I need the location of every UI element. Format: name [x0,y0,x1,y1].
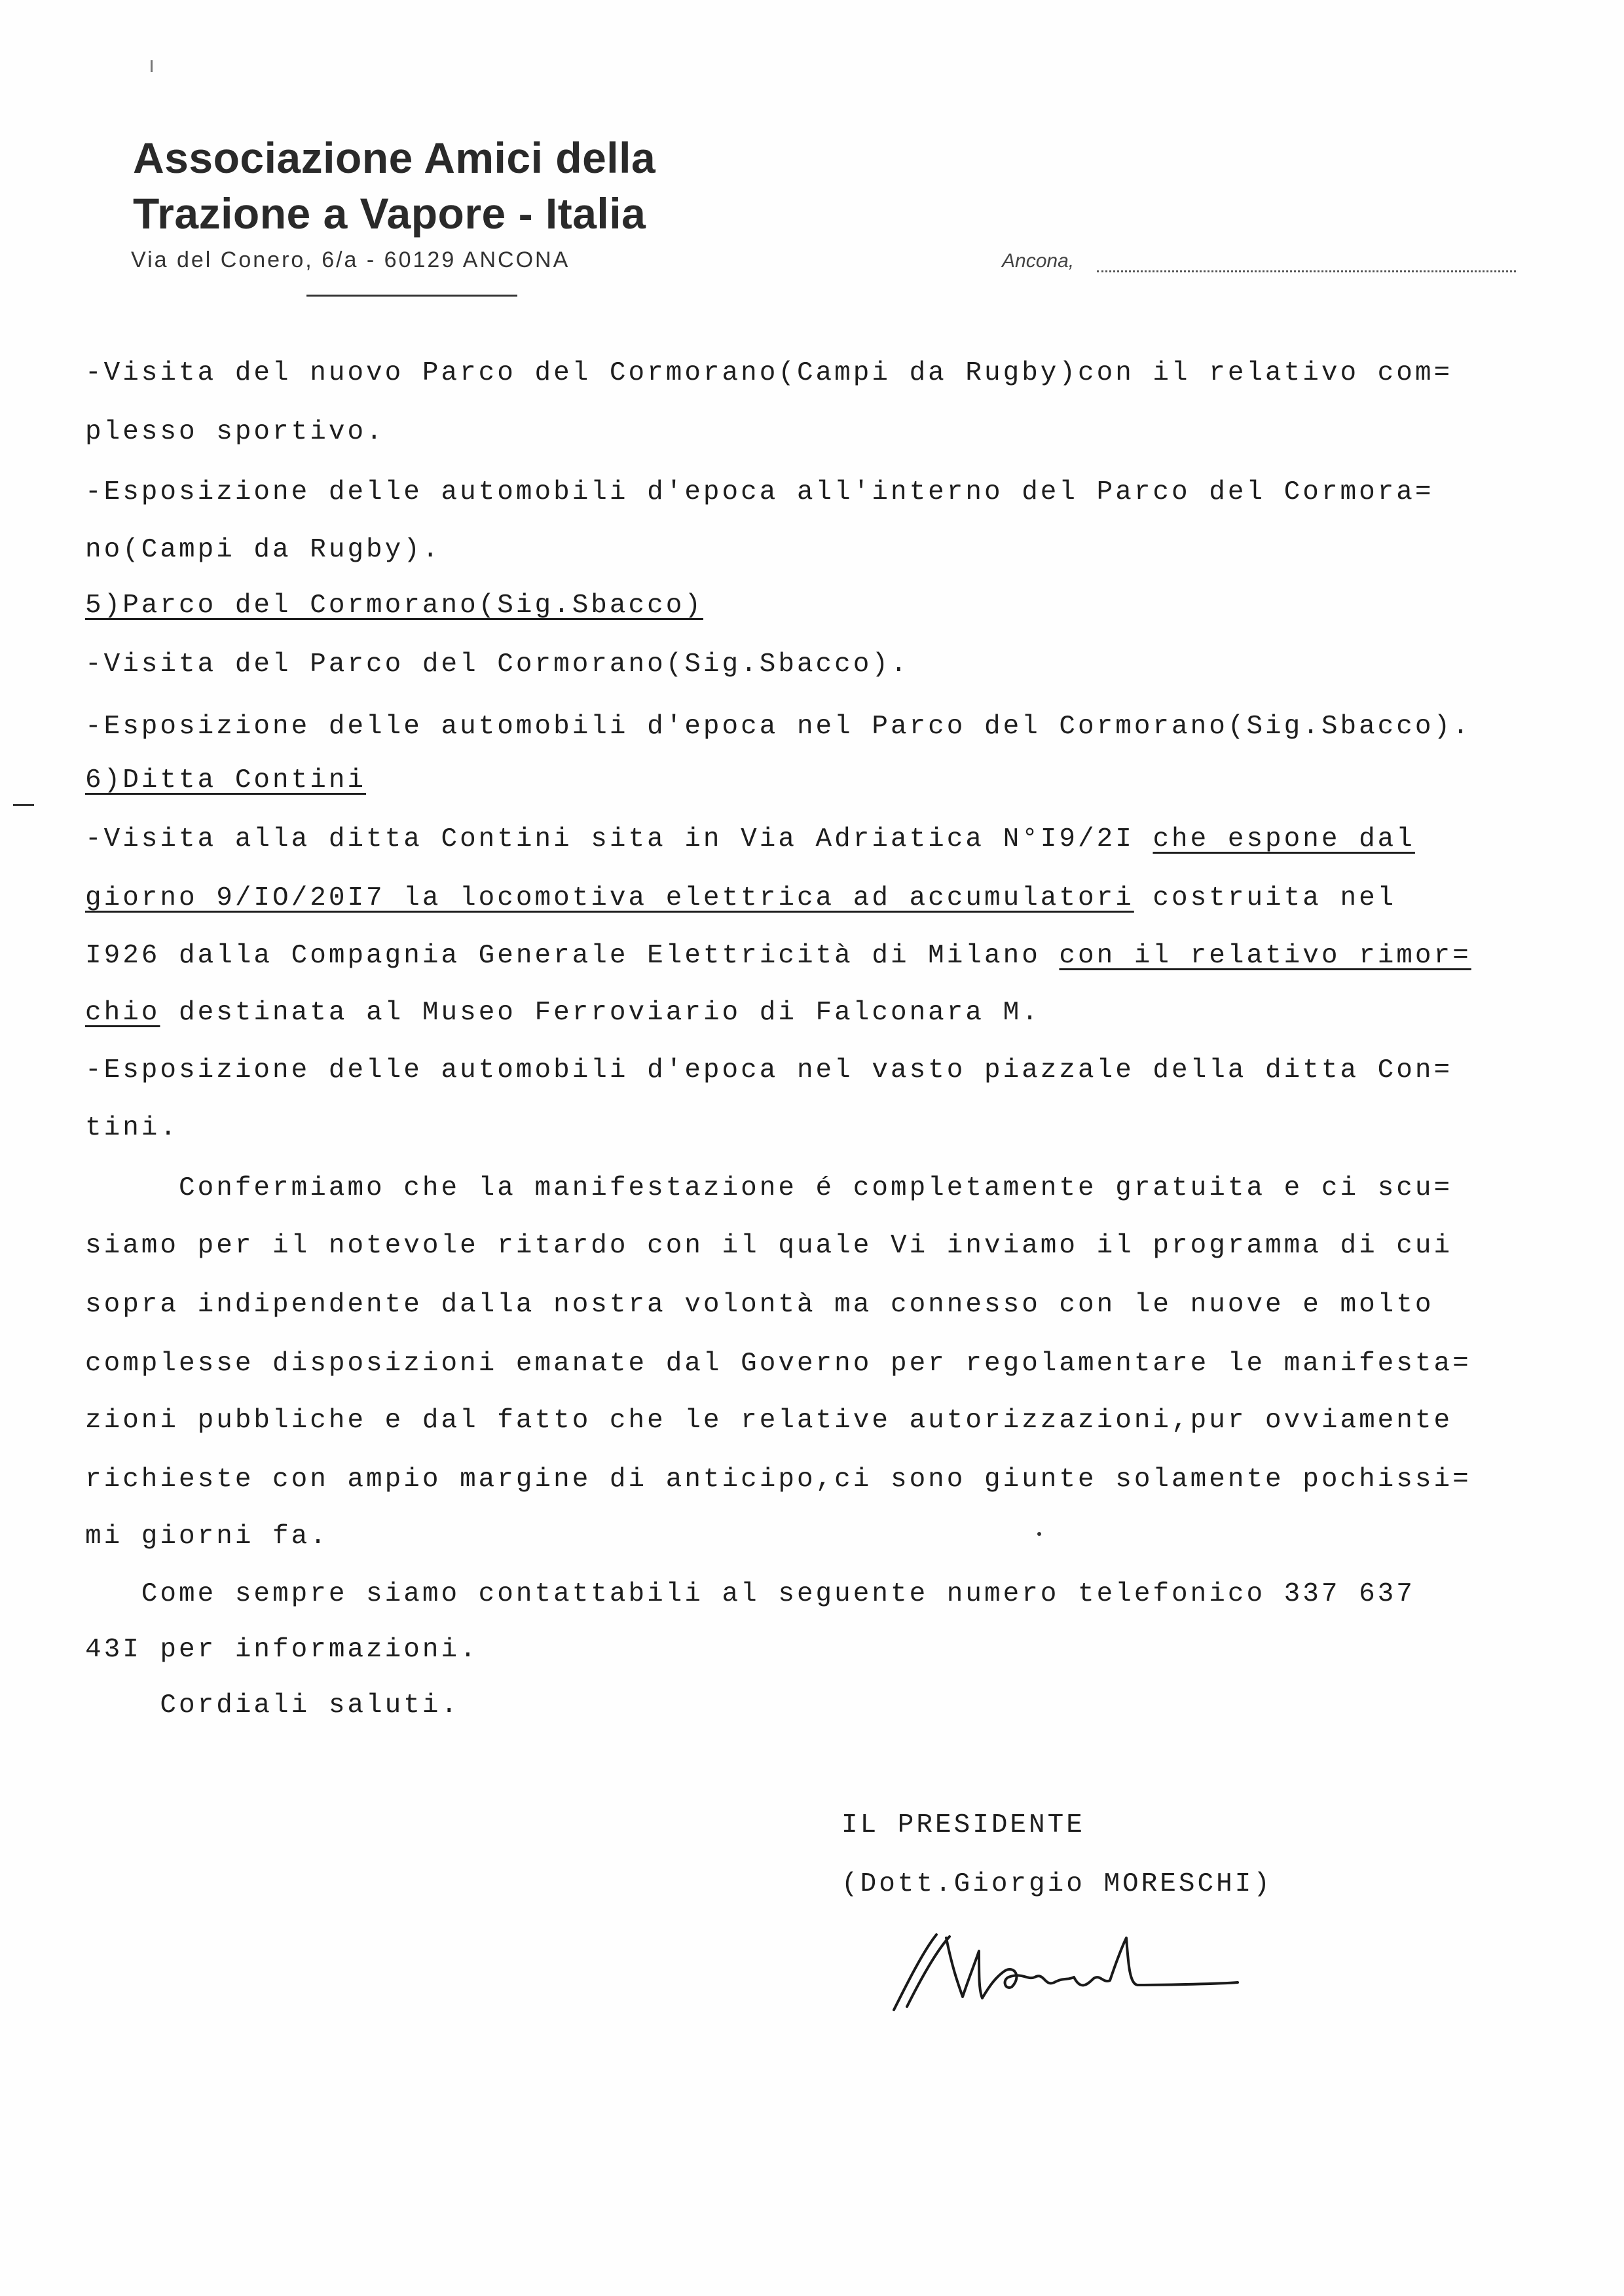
paragraph-line: Confermiamo che la manifestazione é completamente gratuita e ci scu= [85,1173,1453,1203]
paragraph-line: sopra indipendente dalla nostra volontà ma connesso con le nuove e molto [85,1290,1434,1320]
signatory-role: IL PRESIDENTE [841,1810,1085,1840]
body-line: plesso sportivo. [85,417,385,447]
section-heading-6: 6)Ditta Contini [85,765,367,795]
ink-dot [1037,1532,1041,1536]
paragraph-line: siamo per il notevole ritardo con il quale Vi inviamo il programma di cui [85,1231,1453,1261]
date-dotted-line [1097,270,1516,272]
text-run: -Visita alla ditta Contini sita in Via Adriatica N°I9/2I [85,824,1153,854]
text-run: I926 dalla Compagnia Generale Elettricità di Milano [85,941,1060,971]
body-line [85,943,1471,970]
letterhead-line-1: Associazione Amici della [133,134,656,182]
signatory-name: (Dott.Giorgio MORESCHI) [841,1869,1272,1899]
paragraph-line: zioni pubbliche e dal fatto che le relative autorizzazioni,pur ovviamente [85,1406,1453,1436]
contact-line: 43I per informazioni. [85,1635,479,1665]
date-city-label: Ancona, [1002,250,1075,272]
letterhead-address: Via del Conero, 6/a - 60129 ANCONA [131,247,570,272]
contact-line: Come sempre siamo contattabili al seguente numero telefonico 337 637 [85,1579,1415,1609]
letterhead-line-2: Trazione a Vapore - Italia [133,189,646,238]
body-line [85,1000,1041,1027]
underlined-text: chio [85,998,160,1028]
paragraph-line: richieste con ampio margine di anticipo,ci sono giunte solamente pochissi= [85,1465,1471,1495]
letterhead-divider [306,295,517,297]
margin-dash [13,804,34,806]
body-line: -Visita del Parco del Cormorano(Sig.Sbacco). [85,649,910,680]
body-line: no(Campi da Rugby). [85,535,441,565]
text-run: destinata al Museo Ferroviario di Falconara M. [160,998,1041,1028]
body-line: -Esposizione delle automobili d'epoca nel Parco del Cormorano(Sig.Sbacco). [85,712,1471,742]
paragraph-line: mi giorni fa. [85,1522,329,1552]
underlined-text: giorno 9/IO/20I7 la locomotiva elettrica ad accumulatori [85,883,1134,913]
body-line [85,885,1396,912]
body-line [85,826,1415,853]
section-heading-5: 5)Parco del Cormorano(Sig.Sbacco) [85,591,703,621]
handwritten-signature [881,1925,1247,2023]
body-line: -Visita del nuovo Parco del Cormorano(Campi da Rugby)con il relativo com= [85,358,1453,388]
underlined-text: che espone dal [1153,824,1415,854]
body-line: -Esposizione delle automobili d'epoca nel vasto piazzale della ditta Con= [85,1055,1453,1085]
closing-line: Cordiali saluti. [85,1690,460,1721]
stray-mark [151,60,153,72]
paragraph-line: complesse disposizioni emanate dal Governo per regolamentare le manifesta= [85,1349,1471,1379]
body-line: -Esposizione delle automobili d'epoca all'interno del Parco del Cormora= [85,477,1434,507]
underlined-text: con il relativo rimor= [1059,941,1471,971]
body-line: tini. [85,1113,179,1143]
text-run: costruita nel [1134,883,1397,913]
